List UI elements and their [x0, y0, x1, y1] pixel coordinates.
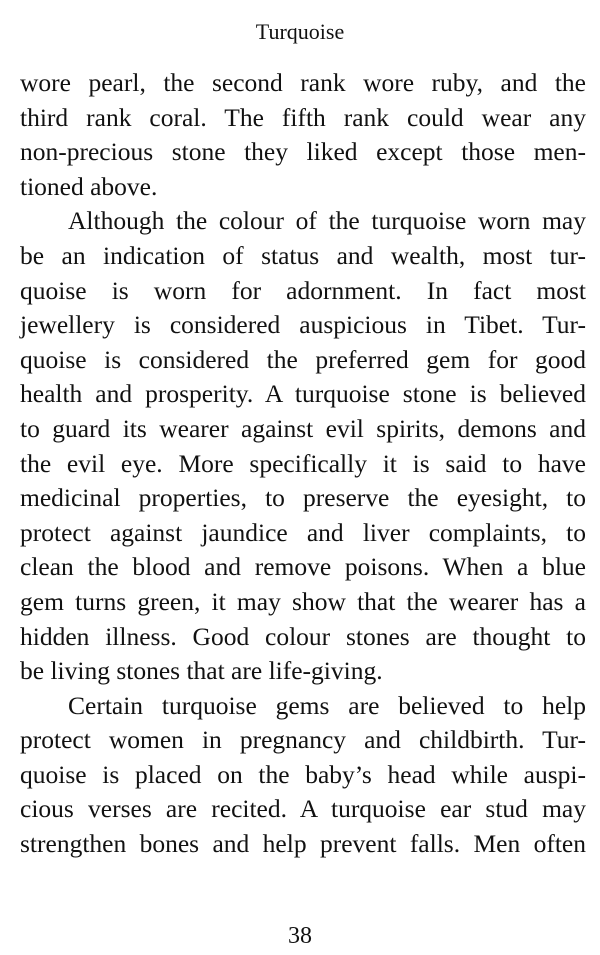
paragraph-3	[20, 689, 586, 862]
text-line: medicinal properties, to preserve the eyesight, to	[20, 483, 586, 513]
body-text	[20, 66, 586, 862]
page-number: 38	[288, 923, 312, 949]
text-line: Certain turquoise gems are believed to help	[68, 690, 586, 720]
text-line: be living stones that are life-giving.	[20, 656, 383, 686]
running-header: Turquoise	[255, 19, 345, 44]
text-line: quoise is worn for adornment. In fact most	[20, 275, 586, 305]
text-line: quoise is placed on the baby’s head while auspi-	[20, 759, 586, 789]
text-line: health and prosperity. A turquoise stone is believed	[20, 379, 586, 409]
text-line: protect women in pregnancy and childbirth. Tur-	[20, 725, 586, 755]
text-line: protect against jaundice and liver complaints, to	[20, 517, 586, 547]
text-line: third rank coral. The fifth rank could wear any	[20, 102, 586, 132]
text-line: Although the colour of the turquoise worn may	[68, 206, 586, 236]
text-line: tioned above.	[20, 171, 158, 201]
text-line: wore pearl, the second rank wore ruby, and the	[20, 68, 586, 97]
text-line: the evil eye. More specifically it is said to have	[20, 448, 586, 478]
text-line: gem turns green, it may show that the wearer has a	[20, 586, 586, 616]
text-line: non-precious stone they liked except those men-	[20, 137, 586, 167]
text-line: clean the blood and remove poisons. When a blue	[20, 552, 586, 582]
text-line: be an indication of status and wealth, most tur-	[20, 240, 586, 270]
text-line: quoise is considered the preferred gem for good	[20, 344, 586, 374]
paragraph-1	[20, 66, 586, 204]
text-line: jewellery is considered auspicious in Tibet. Tur-	[20, 310, 586, 340]
text-line: to guard its wearer against evil spirits, demons and	[20, 413, 586, 443]
paragraph-2	[20, 204, 586, 688]
text-line: strengthen bones and help prevent falls. Men often	[20, 829, 586, 859]
text-line: cious verses are recited. A turquoise ear stud may	[20, 794, 586, 824]
text-line: hidden illness. Good colour stones are thought to	[20, 621, 586, 651]
